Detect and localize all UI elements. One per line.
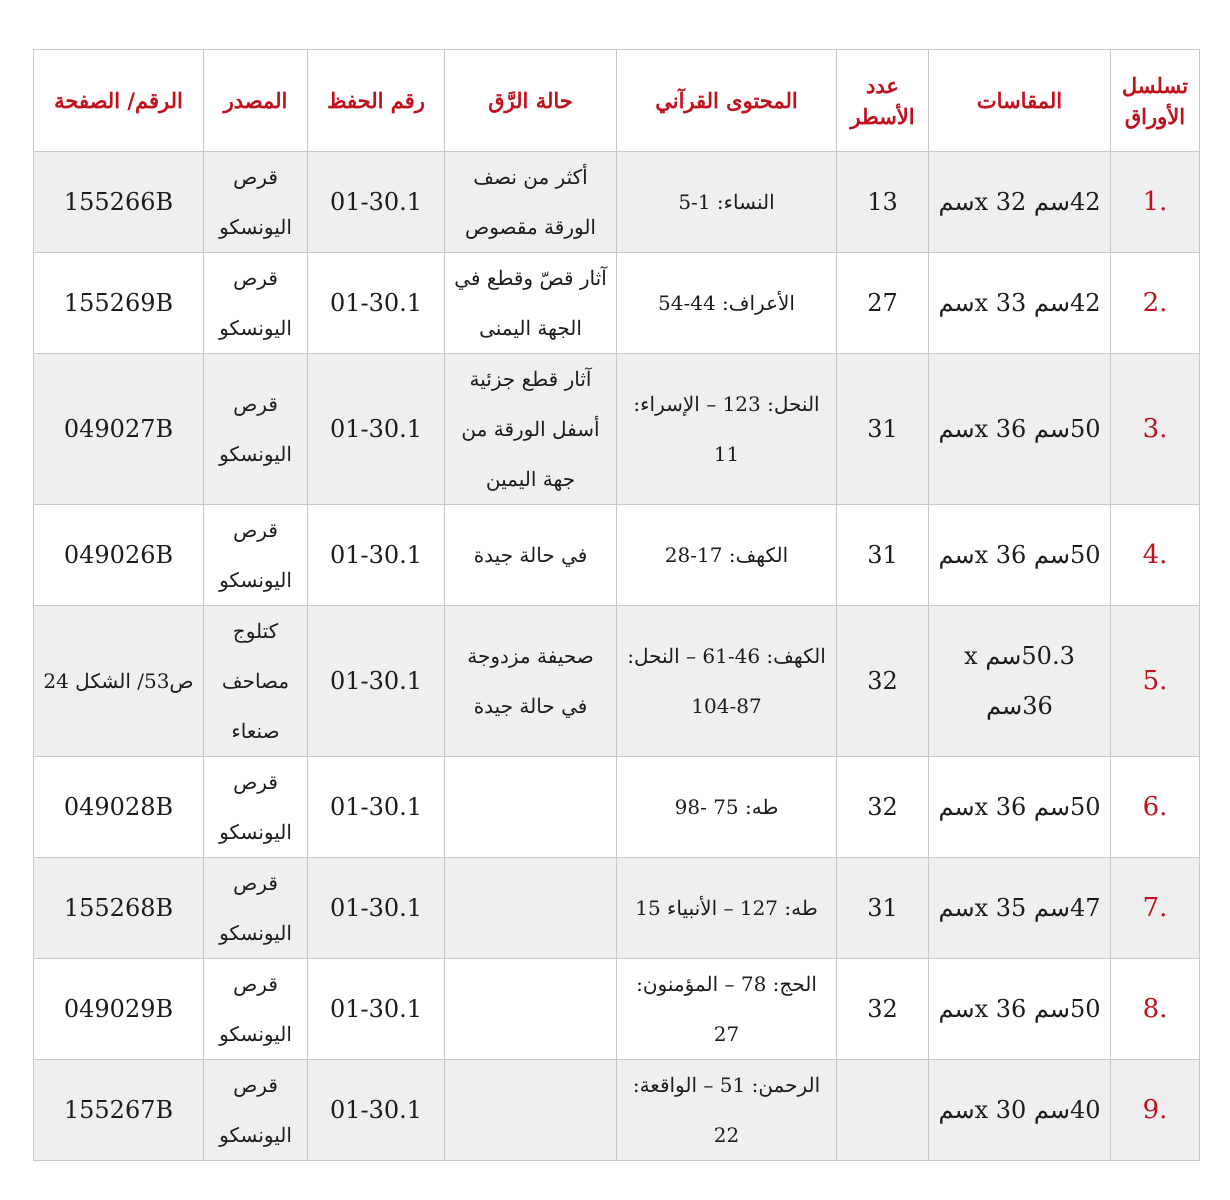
- table-row: [34, 858, 1200, 959]
- table-row: [34, 959, 1200, 1060]
- cell-dimensions: 50سم x 36سم: [929, 354, 1111, 505]
- table-row: [34, 606, 1200, 757]
- cell-content: النحل: 123 – الإسراء: 11: [617, 354, 837, 505]
- cell-content: طه: 127 – الأنبياء 15: [617, 858, 837, 959]
- cell-source: قرص اليونسكو: [204, 858, 308, 959]
- cell-lines: 32: [837, 757, 929, 858]
- cell-serial: .1: [1111, 152, 1200, 253]
- cell-shelfmark: 01-30.1: [308, 606, 445, 757]
- cell-dimensions: 50سم x 36سم: [929, 757, 1111, 858]
- cell-lines: 13: [837, 152, 929, 253]
- table-row: [34, 757, 1200, 858]
- cell-page-ref: 155269B: [34, 253, 204, 354]
- header-dimensions: المقاسات: [929, 50, 1111, 152]
- cell-shelfmark: 01-30.1: [308, 354, 445, 505]
- cell-content: الأعراف: 44-54: [617, 253, 837, 354]
- cell-page-ref: 155267B: [34, 1060, 204, 1161]
- table-row: [34, 505, 1200, 606]
- header-condition: حالة الرَّق: [445, 50, 617, 152]
- cell-lines: 31: [837, 354, 929, 505]
- cell-shelfmark: 01-30.1: [308, 1060, 445, 1161]
- cell-lines: [837, 1060, 929, 1161]
- table-row: [34, 354, 1200, 505]
- cell-page-ref: 049027B: [34, 354, 204, 505]
- header-lines: عدد الأسطر: [837, 50, 929, 152]
- cell-dimensions: 50سم x 36سم: [929, 959, 1111, 1060]
- cell-source: كتلوج مصاحف صنعاء: [204, 606, 308, 757]
- cell-condition: [445, 1060, 617, 1161]
- cell-dimensions: 50.3سم x 36سم: [929, 606, 1111, 757]
- cell-page-ref: 049028B: [34, 757, 204, 858]
- cell-content: الكهف: 17-28: [617, 505, 837, 606]
- cell-content: الكهف: 46-61 – النحل: 87-104: [617, 606, 837, 757]
- header-page-ref: الرقم/ الصفحة: [34, 50, 204, 152]
- cell-serial: .2: [1111, 253, 1200, 354]
- cell-condition: آثار قطع جزئية أسفل الورقة من جهة اليمين: [445, 354, 617, 505]
- cell-shelfmark: 01-30.1: [308, 253, 445, 354]
- header-content: المحتوى القرآني: [617, 50, 837, 152]
- cell-lines: 32: [837, 959, 929, 1060]
- cell-page-ref: 155268B: [34, 858, 204, 959]
- cell-source: قرص اليونسكو: [204, 505, 308, 606]
- cell-shelfmark: 01-30.1: [308, 757, 445, 858]
- cell-dimensions: 47سم x 35سم: [929, 858, 1111, 959]
- cell-dimensions: 40سم x 30سم: [929, 1060, 1111, 1161]
- cell-serial: .9: [1111, 1060, 1200, 1161]
- manuscripts-table: [33, 49, 1200, 1161]
- cell-page-ref: 049026B: [34, 505, 204, 606]
- cell-condition: صحيفة مزدوجة في حالة جيدة: [445, 606, 617, 757]
- cell-dimensions: 50سم x 36سم: [929, 505, 1111, 606]
- cell-lines: 27: [837, 253, 929, 354]
- cell-content: طه: 75 -98: [617, 757, 837, 858]
- cell-source: قرص اليونسكو: [204, 354, 308, 505]
- cell-source: قرص اليونسكو: [204, 152, 308, 253]
- cell-page-ref: ص53/ الشكل 24: [34, 606, 204, 757]
- cell-serial: .7: [1111, 858, 1200, 959]
- cell-serial: .3: [1111, 354, 1200, 505]
- header-serial: تسلسل الأوراق: [1111, 50, 1200, 152]
- cell-page-ref: 155266B: [34, 152, 204, 253]
- cell-condition: [445, 858, 617, 959]
- cell-serial: .8: [1111, 959, 1200, 1060]
- header-row: [34, 50, 1200, 152]
- cell-serial: .6: [1111, 757, 1200, 858]
- table-row: [34, 152, 1200, 253]
- cell-condition: [445, 757, 617, 858]
- header-shelfmark: رقم الحفظ: [308, 50, 445, 152]
- cell-condition: في حالة جيدة: [445, 505, 617, 606]
- cell-serial: .5: [1111, 606, 1200, 757]
- cell-dimensions: 42سم x 32سم: [929, 152, 1111, 253]
- cell-source: قرص اليونسكو: [204, 253, 308, 354]
- cell-condition: أكثر من نصف الورقة مقصوص: [445, 152, 617, 253]
- cell-content: النساء: 1-5: [617, 152, 837, 253]
- cell-content: الرحمن: 51 – الواقعة: 22: [617, 1060, 837, 1161]
- cell-content: الحج: 78 – المؤمنون: 27: [617, 959, 837, 1060]
- header-source: المصدر: [204, 50, 308, 152]
- cell-page-ref: 049029B: [34, 959, 204, 1060]
- cell-shelfmark: 01-30.1: [308, 152, 445, 253]
- cell-condition: [445, 959, 617, 1060]
- cell-shelfmark: 01-30.1: [308, 959, 445, 1060]
- cell-serial: .4: [1111, 505, 1200, 606]
- cell-condition: آثار قصّ وقطع في الجهة اليمنى: [445, 253, 617, 354]
- cell-shelfmark: 01-30.1: [308, 858, 445, 959]
- cell-dimensions: 42سم x 33سم: [929, 253, 1111, 354]
- cell-shelfmark: 01-30.1: [308, 505, 445, 606]
- table-row: [34, 1060, 1200, 1161]
- cell-lines: 31: [837, 505, 929, 606]
- cell-lines: 32: [837, 606, 929, 757]
- cell-lines: 31: [837, 858, 929, 959]
- cell-source: قرص اليونسكو: [204, 757, 308, 858]
- cell-source: قرص اليونسكو: [204, 959, 308, 1060]
- cell-source: قرص اليونسكو: [204, 1060, 308, 1161]
- table-row: [34, 253, 1200, 354]
